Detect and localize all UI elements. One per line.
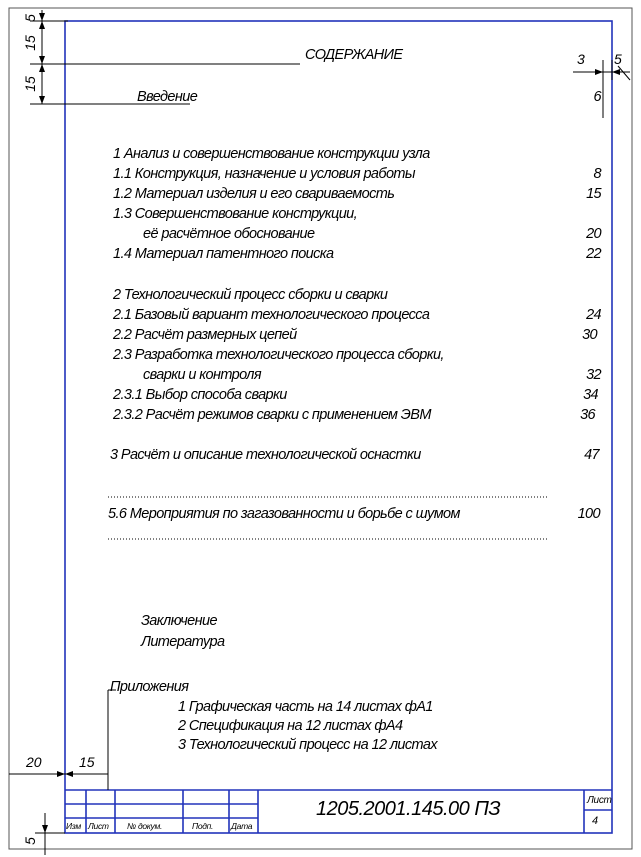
dim-left-15: 15 bbox=[79, 754, 95, 770]
sheet-label: Лист bbox=[587, 795, 612, 806]
dim-top-5: 5 bbox=[21, 14, 38, 22]
toc-page: 32 bbox=[586, 367, 601, 383]
toc-page: 24 bbox=[586, 307, 601, 323]
toc-entry: 2.3.1 Выбор способа сварки bbox=[113, 387, 287, 403]
dim-right-5: 5 bbox=[614, 51, 622, 67]
toc-entry: 5.6 Мероприятия по загазованности и борьбе с шумом bbox=[108, 506, 460, 522]
toc-page: 22 bbox=[586, 246, 601, 262]
toc-page: 34 bbox=[583, 387, 598, 403]
toc-page: 30 bbox=[582, 327, 597, 343]
title-block-label-izm: Изм bbox=[66, 821, 81, 831]
toc-entry: 1.3 Совершенствование конструкции, bbox=[113, 206, 358, 222]
dim-top-15b: 15 bbox=[21, 76, 38, 92]
dim-top-15a: 15 bbox=[21, 35, 38, 51]
toc-entry: 2 Технологический процесс сборки и сварки bbox=[113, 287, 388, 303]
toc-entry: 2.3 Разработка технологического процесса сборки, bbox=[113, 347, 444, 363]
sheet-number: 4 bbox=[592, 815, 599, 827]
toc-entry: 1.4 Материал патентного поиска bbox=[113, 246, 334, 262]
appendix-item: 2 Спецификация на 12 листах фА4 bbox=[178, 718, 403, 734]
toc-entry: 2.1 Базовый вариант технологического процесса bbox=[113, 307, 430, 323]
title-block-label-date: Дата bbox=[231, 821, 253, 831]
toc-entry: 3 Расчёт и описание технологической оснастки bbox=[110, 447, 421, 463]
toc-page: 20 bbox=[586, 226, 601, 242]
toc-entry: её расчётное обоснование bbox=[143, 226, 315, 242]
toc-entry: 1.2 Материал изделия и его свариваемость bbox=[113, 186, 395, 202]
appendix-title: Приложения bbox=[110, 679, 189, 695]
dim-left-20: 20 bbox=[26, 754, 42, 770]
toc-entry: 2.3.2 Расчёт режимов сварки с применением ЭВМ bbox=[113, 407, 431, 423]
dim-right-3: 3 bbox=[577, 51, 585, 67]
toc-entry: сварки и контроля bbox=[143, 367, 261, 383]
toc-conclusion: Заключение bbox=[141, 613, 217, 629]
toc-entry: 1 Анализ и совершенствование конструкции узла bbox=[113, 146, 430, 162]
toc-page: 100 bbox=[577, 506, 600, 522]
page-title: СОДЕРЖАНИЕ bbox=[305, 47, 403, 63]
title-block-label-list: Лист bbox=[88, 821, 109, 831]
toc-page: 36 bbox=[580, 407, 595, 423]
appendix-item: 1 Графическая часть на 14 листах фА1 bbox=[178, 699, 433, 715]
title-block-label-doc: № докум. bbox=[127, 821, 163, 831]
toc-literature: Литература bbox=[141, 634, 225, 650]
document-code: 1205.2001.145.00 ПЗ bbox=[316, 798, 501, 820]
toc-page: 47 bbox=[584, 447, 599, 463]
toc-entry: 1.1 Конструкция, назначение и условия работы bbox=[113, 166, 415, 182]
toc-entry: 2.2 Расчёт размерных цепей bbox=[113, 327, 297, 343]
toc-page: 8 bbox=[593, 166, 601, 182]
title-block-label-sign: Подп. bbox=[192, 821, 214, 831]
dim-bottom-5: 5 bbox=[21, 837, 38, 845]
toc-page: 15 bbox=[586, 186, 601, 202]
appendix-item: 3 Технологический процесс на 12 листах bbox=[178, 737, 437, 753]
toc-intro-page: 6 bbox=[593, 89, 601, 105]
toc-intro-label: Введение bbox=[137, 89, 198, 105]
